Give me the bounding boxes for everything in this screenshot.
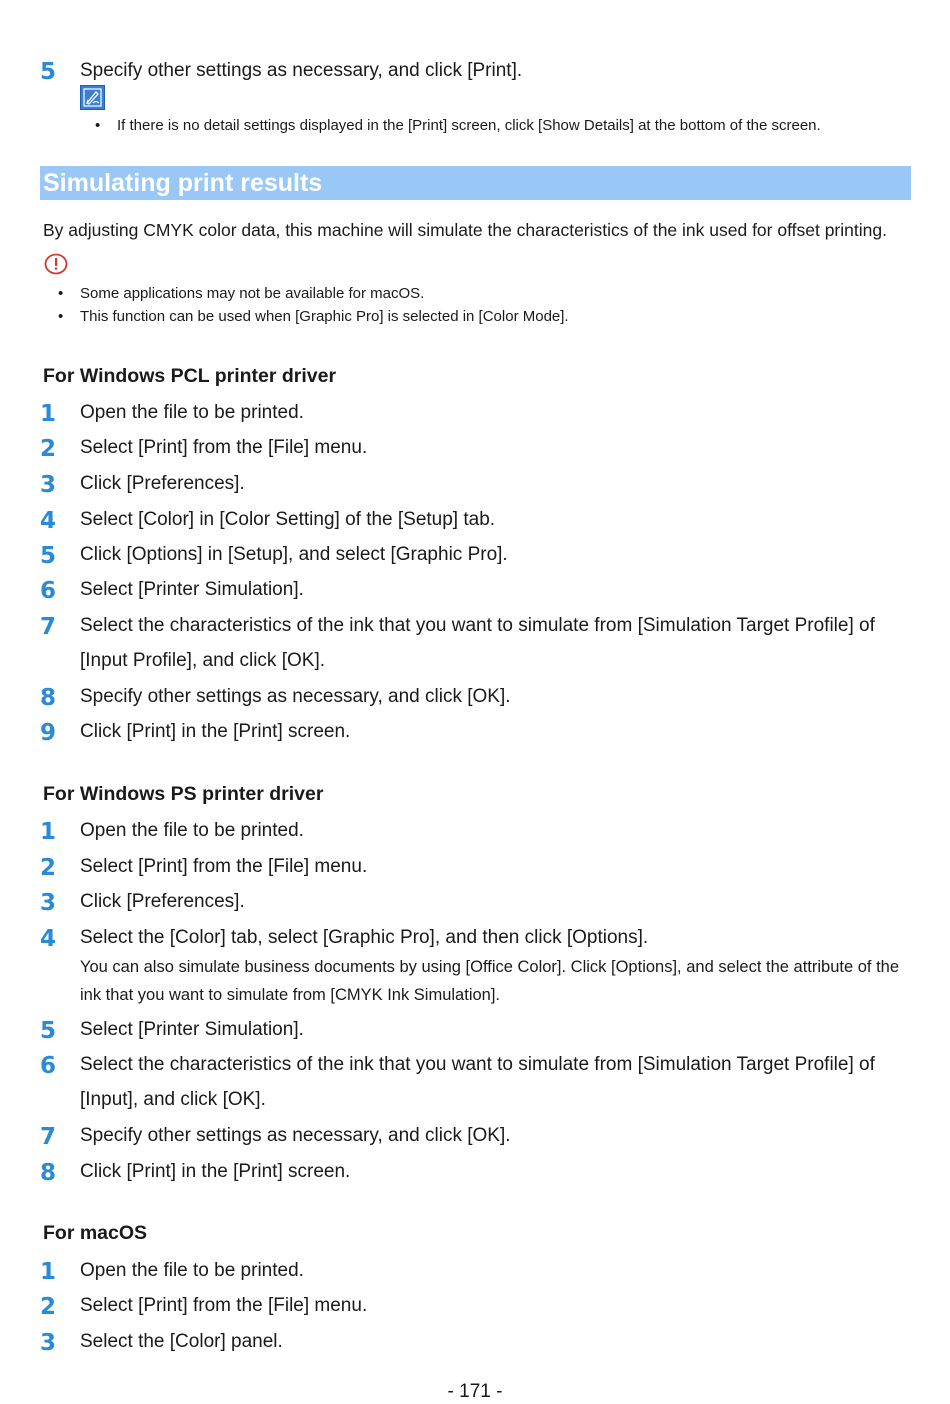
step-number: 3	[40, 472, 57, 498]
macos-heading: For macOS	[43, 1222, 148, 1244]
page-number: - 171 -	[447, 1381, 503, 1402]
step-text: Click [Print] in the [Print] screen.	[80, 721, 351, 742]
step-text: Click [Preferences].	[80, 473, 245, 494]
step-number: 4	[40, 508, 57, 534]
step-note: You can also simulate business documents by using [Office Color]. Click [Options], and select the attribute of the ink that you want to simulate from [CMYK Ink Simulation].	[80, 958, 900, 1004]
step-text: Open the file to be printed.	[80, 1260, 304, 1281]
pcl-heading: For Windows PCL printer driver	[43, 365, 337, 387]
step-number: 1	[40, 1259, 57, 1285]
step-text: Click [Preferences].	[80, 891, 245, 912]
step-text: Select [Print] from the [File] menu.	[80, 1295, 368, 1316]
step-text: Select the [Color] tab, select [Graphic Pro], and then click [Options].	[80, 927, 649, 948]
step-number: 4	[40, 926, 57, 952]
section-title: Simulating print results	[43, 169, 323, 197]
step-text: Click [Options] in [Setup], and select [Graphic Pro].	[80, 544, 508, 565]
step-text: Select [Color] in [Color Setting] of the [Setup] tab.	[80, 509, 496, 530]
memo-pen-icon	[80, 85, 105, 110]
step-number: 7	[40, 614, 57, 640]
section-header-bar	[40, 166, 911, 200]
step-number: 5	[40, 1018, 57, 1044]
step-text: Open the file to be printed.	[80, 402, 304, 423]
section-intro: By adjusting CMYK color data, this machine will simulate the characteristics of the ink used for offset printing.	[43, 220, 887, 240]
memo-bullet-text: If there is no detail settings displayed in the [Print] screen, click [Show Details] at the bottom of the screen.	[117, 117, 821, 134]
step-number: 1	[40, 401, 57, 427]
step-text: Select [Printer Simulation].	[80, 1019, 304, 1040]
manual-page: 5 Specify other settings as necessary, and click [Print]. • If there is no detail settings displayed in the [Print] screen, click [Show Details] at the bottom of the screen. Simulating print results By adjusting CMYK color data, this machine will simulate the characteristics of the ink used for offset printing. • Some applications may not be available for macOS. • This function can be used when [Graphic Pro] is selected in [Color Mode]. For Windows PCL printer driver 1 Open the file to be printed. 2 Select [Print] from the [File] menu. 3 Click [Preferences]. 4 Select [Color] in [Color Setting] of the [Setup] tab. 5 Click [Options] in [Setup], and select [Graphic Pro]. 6 Select [Printer Simulation]. 7 Select the characteristics of the ink that you want to simulate from [Simulation Target Profile] of [Input Profile], and click [OK]. 8 Specify other settings as necessary, and click [OK]. 9 Click [Print] in the [Print] screen. For Windows PS printer driver 1 Open the file to be printed. 2 Select [Print] from the [File] menu. 3 Click [Preferences]. 4 Select the [Color] tab, select [Graphic Pro], and then click [Options]. You can also simulate business documents by using [Office Color]. Click [Options], and select the attribute of the ink that you want to simulate from [CMYK Ink Simulation]. 5 Select [Printer Simulation]. 6 Select the characteristics of the ink that you want to simulate from [Simulation Target Profile] of [Input], and click [OK]. 7 Specify other settings as necessary, and click [OK]. 8 Click [Print] in the [Print] screen. For macOS 1 Open the file to be printed. 2 Select [Print] from the [File] menu. 3 Select the [Color] panel. - 171 -	[0, 0, 950, 1401]
step-text: Specify other settings as necessary, and click [Print].	[80, 60, 523, 81]
step-number: 1	[40, 819, 57, 845]
step-number: 2	[40, 436, 57, 462]
ps-heading: For Windows PS printer driver	[43, 783, 324, 805]
step-number: 2	[40, 1294, 57, 1320]
caution-bullet-text: Some applications may not be available for macOS.	[80, 285, 425, 302]
step-text: Click [Print] in the [Print] screen.	[80, 1161, 351, 1182]
caution-bullet-text: This function can be used when [Graphic Pro] is selected in [Color Mode].	[80, 308, 569, 325]
step-text: Specify other settings as necessary, and click [OK].	[80, 1125, 511, 1146]
step-number: 5	[40, 59, 57, 85]
step-text: Select [Print] from the [File] menu.	[80, 856, 368, 877]
step-number: 6	[40, 578, 57, 604]
step-text: Select the characteristics of the ink that you want to simulate from [Simulation Target Profile] of [Input], and click [OK].	[80, 1054, 875, 1110]
step-text: Select the characteristics of the ink that you want to simulate from [Simulation Target Profile] of [Input Profile], and click [OK].	[80, 615, 875, 671]
step-text: Open the file to be printed.	[80, 820, 304, 841]
step-number: 3	[40, 1330, 57, 1356]
step-text: Select [Printer Simulation].	[80, 579, 304, 600]
step-number: 8	[40, 1160, 57, 1186]
step-text: Select [Print] from the [File] menu.	[80, 437, 368, 458]
step-number: 3	[40, 890, 57, 916]
step-text: Select the [Color] panel.	[80, 1331, 283, 1352]
step-text: Specify other settings as necessary, and click [OK].	[80, 686, 511, 707]
step-number: 2	[40, 855, 57, 881]
step-number: 8	[40, 685, 57, 711]
step-number: 7	[40, 1124, 57, 1150]
step-number: 9	[40, 720, 57, 746]
caution-icon	[44, 253, 68, 275]
step-number: 6	[40, 1053, 57, 1079]
step-number: 5	[40, 543, 57, 569]
